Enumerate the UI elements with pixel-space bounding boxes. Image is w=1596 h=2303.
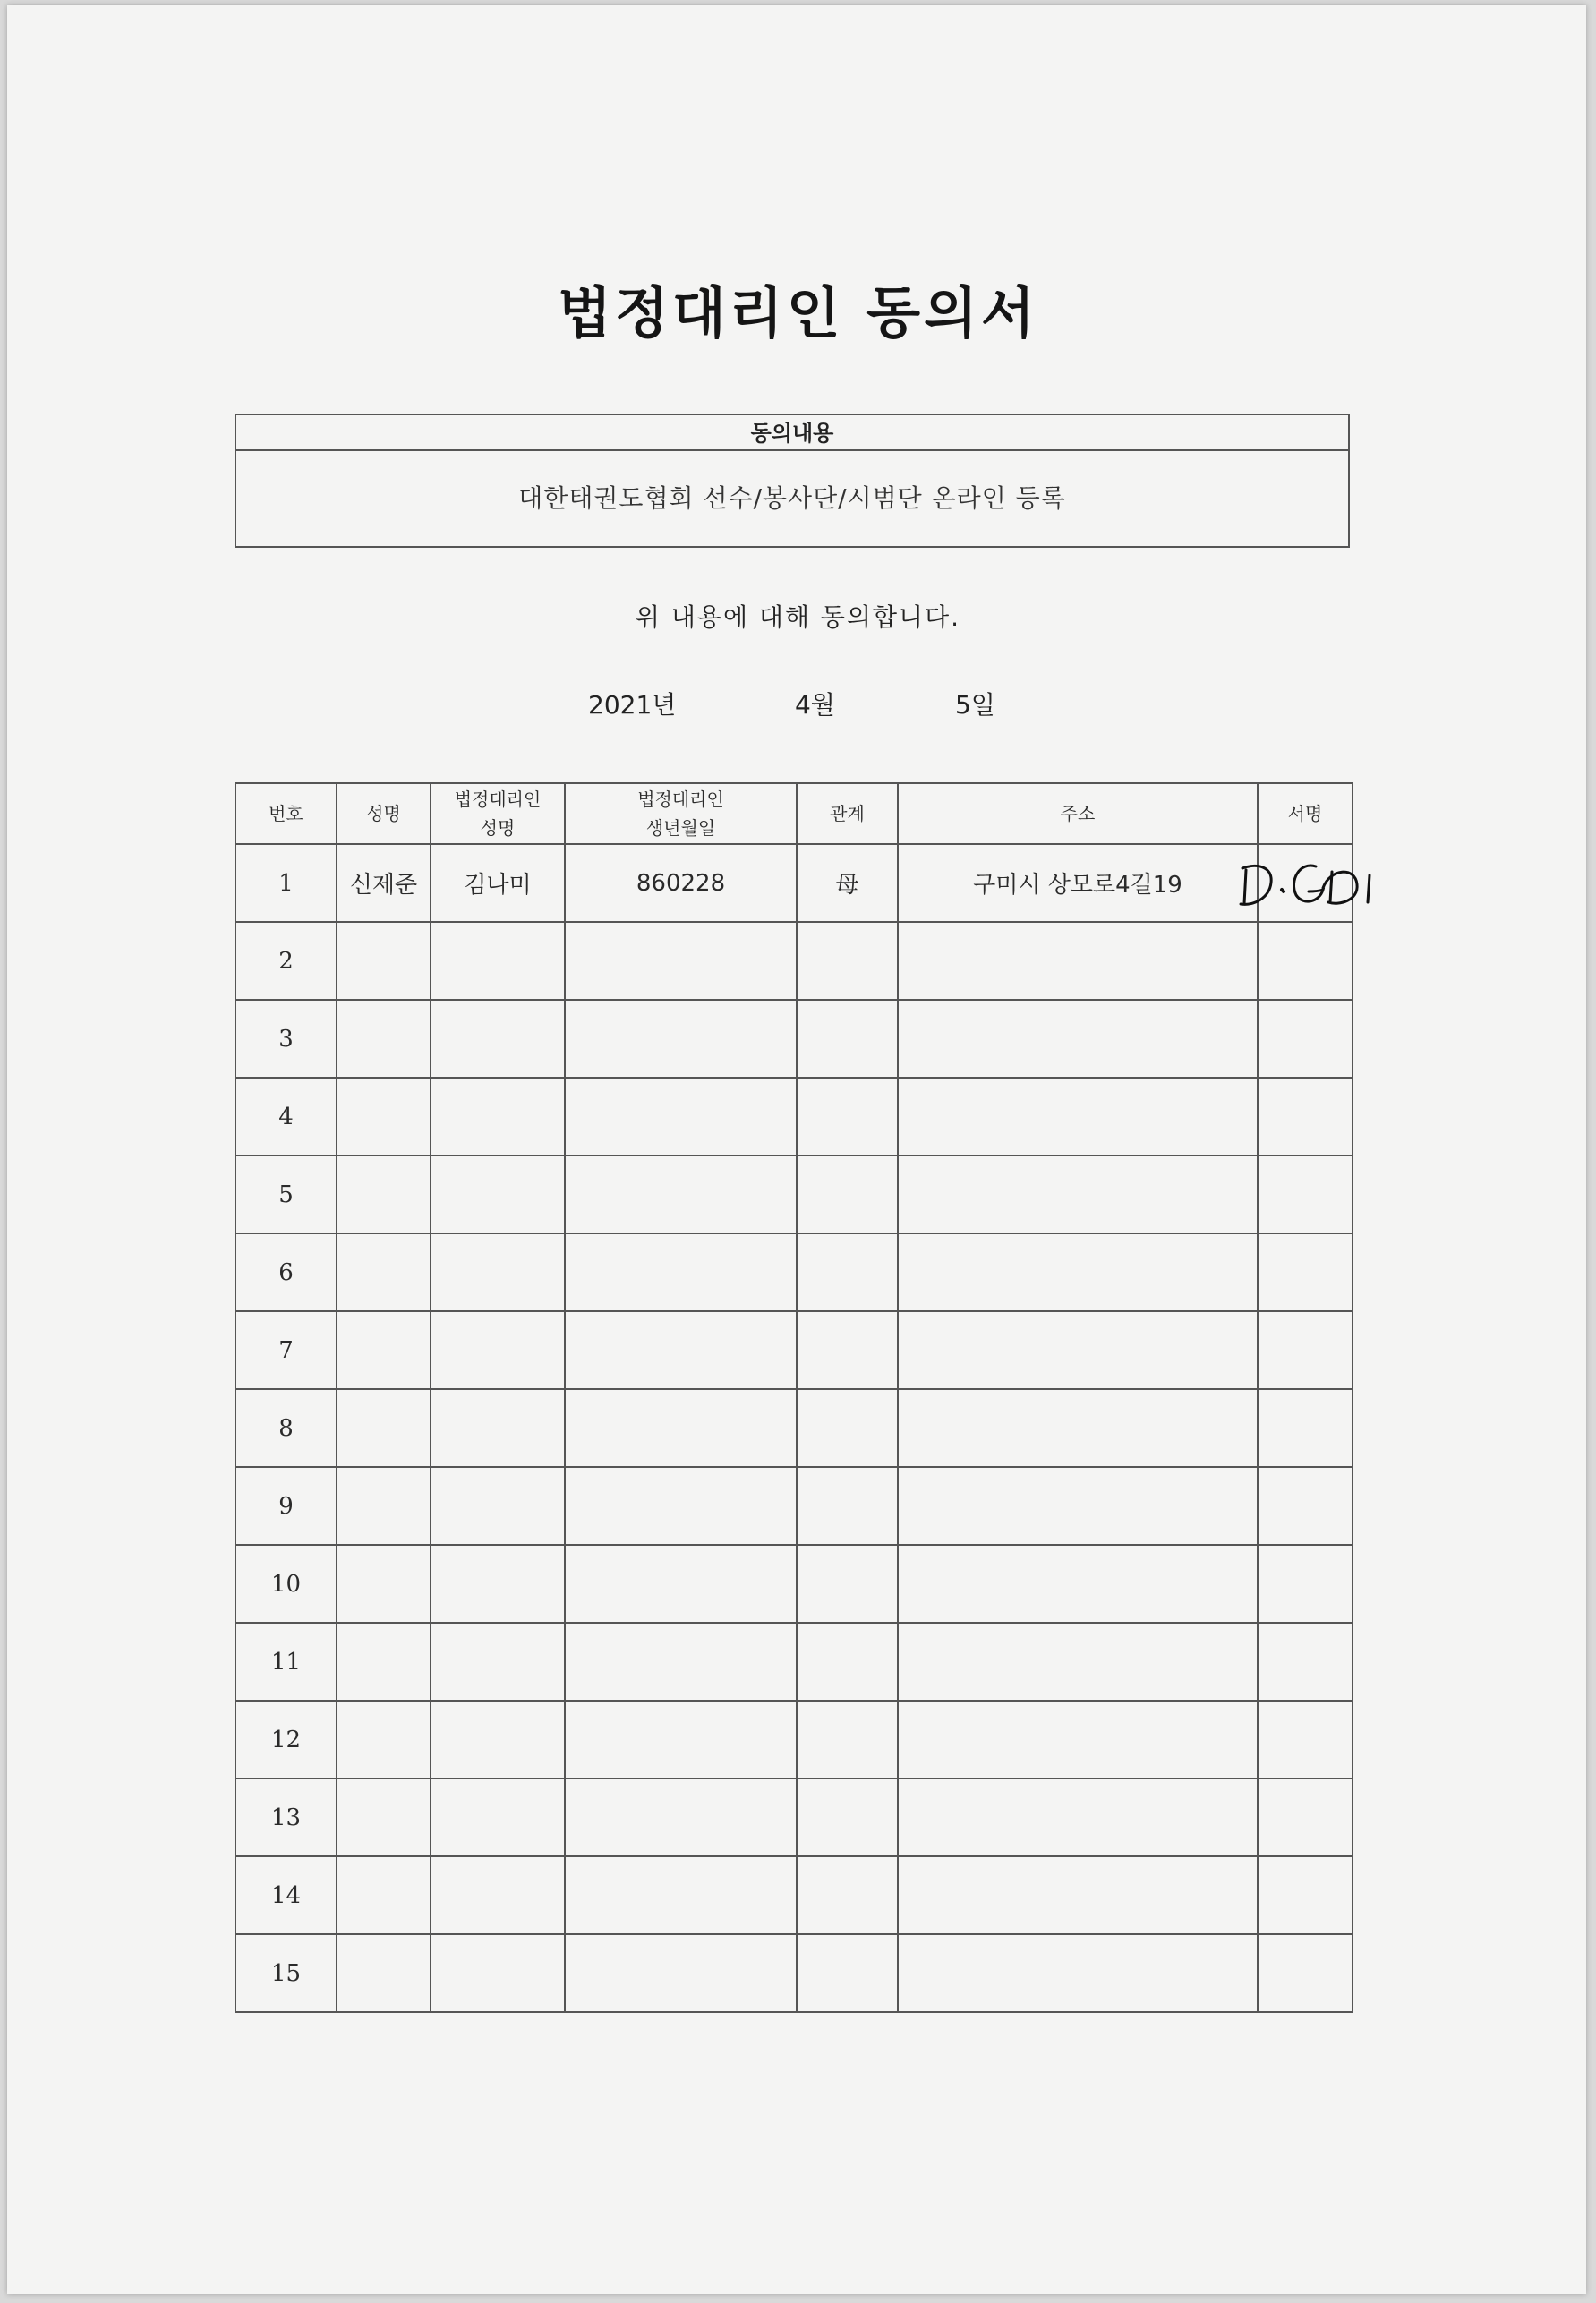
table-row <box>235 1856 1353 1934</box>
cell-guardian <box>431 1778 565 1856</box>
cell-birth <box>565 922 797 1000</box>
cell-relation <box>797 1856 898 1934</box>
cell-num: 4 <box>235 1078 337 1156</box>
cell-num: 13 <box>235 1778 337 1856</box>
header-signature: 서명 <box>1258 783 1353 844</box>
agree-statement: 위 내용에 대해 동의합니다. <box>635 602 961 632</box>
cell-num: 2 <box>235 922 337 1000</box>
cell-num: 5 <box>235 1156 337 1233</box>
cell-guardian: 김나미 <box>431 844 565 922</box>
cell-guardian <box>431 1856 565 1934</box>
header-birth-line2: 생년월일 <box>645 817 716 839</box>
date-year: 2021년 <box>588 690 677 720</box>
table-row <box>235 1467 1353 1545</box>
header-num: 번호 <box>235 783 337 844</box>
cell-guardian <box>431 1389 565 1467</box>
cell-birth: 860228 <box>565 844 797 922</box>
cell-guardian <box>431 1701 565 1778</box>
cell-signature <box>1258 1467 1353 1545</box>
cell-name <box>337 1545 431 1623</box>
cell-num: 6 <box>235 1233 337 1311</box>
header-address: 주소 <box>898 783 1258 844</box>
consent-content-box <box>235 414 1350 548</box>
cell-address <box>898 1934 1258 2012</box>
document-title: 법정대리인 동의서 <box>558 280 1038 345</box>
cell-address: 구미시 상모로4길19 <box>898 844 1258 922</box>
cell-relation <box>797 1778 898 1856</box>
cell-birth <box>565 1545 797 1623</box>
cell-signature <box>1258 1078 1353 1156</box>
cell-name <box>337 1156 431 1233</box>
table-row <box>235 1000 1353 1078</box>
consent-header: 동의내용 <box>236 415 1348 451</box>
header-birth <box>565 783 797 844</box>
cell-relation <box>797 1078 898 1156</box>
cell-relation <box>797 1233 898 1311</box>
cell-guardian <box>431 1000 565 1078</box>
cell-birth <box>565 1856 797 1934</box>
header-birth-line1: 법정대리인 <box>637 789 724 810</box>
header-relation: 관계 <box>797 783 898 844</box>
cell-relation <box>797 1623 898 1701</box>
cell-birth <box>565 1934 797 2012</box>
cell-name <box>337 1078 431 1156</box>
cell-birth <box>565 1623 797 1701</box>
cell-address <box>898 1233 1258 1311</box>
cell-name <box>337 1701 431 1778</box>
cell-signature <box>1258 1156 1353 1233</box>
cell-birth <box>565 1000 797 1078</box>
cell-num: 8 <box>235 1389 337 1467</box>
cell-relation <box>797 1389 898 1467</box>
cell-name <box>337 1778 431 1856</box>
cell-relation <box>797 1311 898 1389</box>
cell-name <box>337 1000 431 1078</box>
cell-relation <box>797 1934 898 2012</box>
cell-signature <box>1258 1701 1353 1778</box>
cell-name <box>337 1467 431 1545</box>
cell-guardian <box>431 1623 565 1701</box>
cell-address <box>898 1856 1258 1934</box>
cell-birth <box>565 1389 797 1467</box>
table-row <box>235 1311 1353 1389</box>
cell-address <box>898 1311 1258 1389</box>
consent-body: 대한태권도협회 선수/봉사단/시범단 온라인 등록 <box>518 483 1066 513</box>
table-row <box>235 1934 1353 2012</box>
cell-relation <box>797 1000 898 1078</box>
cell-address <box>898 922 1258 1000</box>
cell-name: 신제준 <box>337 844 431 922</box>
cell-num: 11 <box>235 1623 337 1701</box>
cell-num: 1 <box>235 844 337 922</box>
cell-name <box>337 1389 431 1467</box>
cell-address <box>898 1623 1258 1701</box>
cell-name <box>337 1623 431 1701</box>
cell-signature <box>1258 922 1353 1000</box>
cell-num: 12 <box>235 1701 337 1778</box>
cell-guardian <box>431 922 565 1000</box>
cell-signature <box>1258 1856 1353 1934</box>
table-row <box>235 1778 1353 1856</box>
cell-relation <box>797 922 898 1000</box>
cell-num: 15 <box>235 1934 337 2012</box>
table-row <box>235 1623 1353 1701</box>
cell-num: 3 <box>235 1000 337 1078</box>
cell-address <box>898 1078 1258 1156</box>
cell-name <box>337 922 431 1000</box>
cell-guardian <box>431 1233 565 1311</box>
cell-birth <box>565 1156 797 1233</box>
cell-signature <box>1258 1623 1353 1701</box>
cell-num: 14 <box>235 1856 337 1934</box>
table-row <box>235 1078 1353 1156</box>
cell-guardian <box>431 1467 565 1545</box>
cell-birth <box>565 1778 797 1856</box>
cell-guardian <box>431 1934 565 2012</box>
cell-relation <box>797 1545 898 1623</box>
cell-guardian <box>431 1545 565 1623</box>
cell-relation: 母 <box>797 844 898 922</box>
cell-address <box>898 1000 1258 1078</box>
cell-num: 10 <box>235 1545 337 1623</box>
header-guardian-line1: 법정대리인 <box>454 789 542 810</box>
cell-address <box>898 1389 1258 1467</box>
table-row <box>235 1389 1353 1467</box>
cell-address <box>898 1778 1258 1856</box>
cell-name <box>337 1233 431 1311</box>
table-row <box>235 1233 1353 1311</box>
cell-name <box>337 1934 431 2012</box>
handwritten-signature <box>1230 850 1391 918</box>
cell-birth <box>565 1311 797 1389</box>
cell-birth <box>565 1701 797 1778</box>
cell-name <box>337 1856 431 1934</box>
cell-signature <box>1258 1311 1353 1389</box>
cell-num: 9 <box>235 1467 337 1545</box>
cell-address <box>898 1701 1258 1778</box>
cell-guardian <box>431 1311 565 1389</box>
cell-relation <box>797 1156 898 1233</box>
header-name: 성명 <box>337 783 431 844</box>
cell-address <box>898 1467 1258 1545</box>
cell-num: 7 <box>235 1311 337 1389</box>
header-guardian <box>431 783 565 844</box>
table-header-row <box>235 783 1353 844</box>
cell-signature <box>1258 1545 1353 1623</box>
cell-relation <box>797 1467 898 1545</box>
guardian-table <box>235 782 1353 2013</box>
table-row <box>235 1545 1353 1623</box>
cell-signature <box>1258 844 1353 922</box>
date-day: 5일 <box>955 690 995 720</box>
cell-birth <box>565 1233 797 1311</box>
cell-address <box>898 1545 1258 1623</box>
date-month: 4월 <box>795 690 835 720</box>
cell-signature <box>1258 1000 1353 1078</box>
cell-birth <box>565 1467 797 1545</box>
cell-guardian <box>431 1156 565 1233</box>
header-guardian-line2: 성명 <box>480 817 516 839</box>
table-row <box>235 1156 1353 1233</box>
table-row <box>235 1701 1353 1778</box>
cell-signature <box>1258 1389 1353 1467</box>
cell-guardian <box>431 1078 565 1156</box>
cell-signature <box>1258 1934 1353 2012</box>
cell-address <box>898 1156 1258 1233</box>
table-row <box>235 922 1353 1000</box>
cell-signature <box>1258 1778 1353 1856</box>
cell-signature <box>1258 1233 1353 1311</box>
cell-name <box>337 1311 431 1389</box>
table-row <box>235 844 1353 922</box>
cell-birth <box>565 1078 797 1156</box>
cell-relation <box>797 1701 898 1778</box>
